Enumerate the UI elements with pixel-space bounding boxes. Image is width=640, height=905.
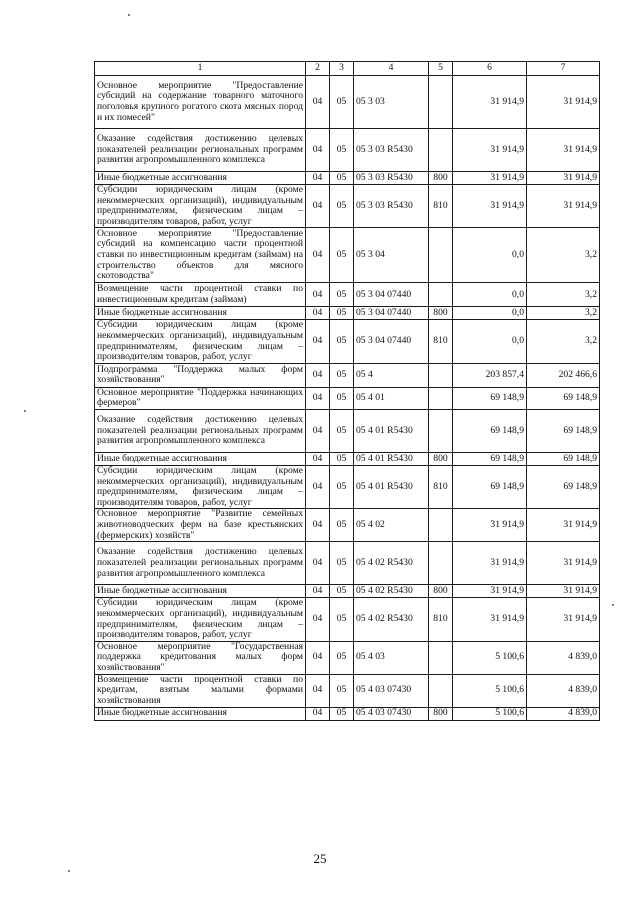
table-row — [95, 585, 600, 598]
expense-code-cell — [429, 76, 453, 129]
expense-code-cell: 800 — [429, 452, 453, 465]
expense-code-cell — [429, 542, 453, 585]
column-header: 1 — [95, 62, 306, 76]
section-cell: 04 — [306, 409, 330, 452]
amount-cell: 4 839,0 — [527, 707, 600, 720]
table-row — [95, 542, 600, 585]
amount-cell: 69 148,9 — [453, 409, 527, 452]
article-cell: 05 4 03 — [354, 641, 429, 674]
section-cell: 04 — [306, 76, 330, 129]
section-cell: 04 — [306, 283, 330, 307]
expense-code-cell: 810 — [429, 185, 453, 228]
subsection-cell: 05 — [330, 172, 354, 185]
subsection-cell: 05 — [330, 542, 354, 585]
section-cell: 04 — [306, 707, 330, 720]
expense-code-cell — [429, 409, 453, 452]
article-cell: 05 4 01 R5430 — [354, 409, 429, 452]
article-cell: 05 3 04 — [354, 228, 429, 283]
table-body — [95, 76, 600, 721]
amount-cell: 31 914,9 — [527, 76, 600, 129]
article-cell: 05 4 03 07430 — [354, 707, 429, 720]
column-header: 6 — [453, 62, 527, 76]
scan-speck — [128, 14, 130, 16]
amount-cell: 69 148,9 — [453, 465, 527, 508]
row-name-cell: Подпрограмма "Поддержка малых форм хозяйствования" — [95, 363, 306, 387]
subsection-cell: 05 — [330, 129, 354, 172]
table-row — [95, 641, 600, 674]
table-row — [95, 307, 600, 320]
amount-cell: 0,0 — [453, 320, 527, 363]
expense-code-cell — [429, 387, 453, 409]
table-row — [95, 387, 600, 409]
section-cell: 04 — [306, 172, 330, 185]
table-row — [95, 509, 600, 542]
row-name-cell: Субсидии юридическим лицам (кроме некоммерческих организаций), индивидуальным предпринимателям, физическим лицам – производителям товаров, работ, услуг — [95, 598, 306, 641]
article-cell: 05 4 01 R5430 — [354, 452, 429, 465]
amount-cell: 4 839,0 — [527, 674, 600, 707]
section-cell: 04 — [306, 320, 330, 363]
article-cell: 05 4 03 07430 — [354, 674, 429, 707]
page-number: 25 — [313, 851, 327, 866]
amount-cell: 5 100,6 — [453, 641, 527, 674]
amount-cell: 31 914,9 — [453, 76, 527, 129]
article-cell: 05 4 02 R5430 — [354, 542, 429, 585]
subsection-cell: 05 — [330, 598, 354, 641]
amount-cell: 69 148,9 — [527, 452, 600, 465]
row-name-cell: Возмещение части процентной ставки по инвестиционным кредитам (займам) — [95, 283, 306, 307]
section-cell: 04 — [306, 598, 330, 641]
amount-cell: 0,0 — [453, 307, 527, 320]
article-cell: 05 4 01 R5430 — [354, 465, 429, 508]
subsection-cell: 05 — [330, 641, 354, 674]
column-header: 2 — [306, 62, 330, 76]
amount-cell: 3,2 — [527, 320, 600, 363]
article-cell: 05 3 03 R5430 — [354, 185, 429, 228]
amount-cell: 31 914,9 — [453, 598, 527, 641]
header-row — [95, 62, 600, 76]
row-name-cell: Оказание содействия достижению целевых показателей реализации региональных программ развития агропромышленного комплекса — [95, 542, 306, 585]
amount-cell: 0,0 — [453, 283, 527, 307]
row-name-cell: Иные бюджетные ассигнования — [95, 707, 306, 720]
table-row — [95, 598, 600, 641]
subsection-cell: 05 — [330, 283, 354, 307]
expense-code-cell: 810 — [429, 598, 453, 641]
expense-code-cell — [429, 228, 453, 283]
expense-code-cell — [429, 283, 453, 307]
section-cell: 04 — [306, 509, 330, 542]
amount-cell: 31 914,9 — [527, 585, 600, 598]
scan-speck — [24, 410, 26, 412]
article-cell: 05 4 02 R5430 — [354, 598, 429, 641]
row-name-cell: Иные бюджетные ассигнования — [95, 452, 306, 465]
subsection-cell: 05 — [330, 363, 354, 387]
expense-code-cell: 800 — [429, 707, 453, 720]
subsection-cell: 05 — [330, 585, 354, 598]
subsection-cell: 05 — [330, 76, 354, 129]
amount-cell: 5 100,6 — [453, 707, 527, 720]
amount-cell: 31 914,9 — [527, 598, 600, 641]
subsection-cell: 05 — [330, 707, 354, 720]
table-row — [95, 452, 600, 465]
amount-cell: 202 466,6 — [527, 363, 600, 387]
amount-cell: 31 914,9 — [453, 172, 527, 185]
subsection-cell: 05 — [330, 185, 354, 228]
row-name-cell: Оказание содействия достижению целевых показателей реализации региональных программ развития агропромышленного комплекса — [95, 129, 306, 172]
column-header: 3 — [330, 62, 354, 76]
section-cell: 04 — [306, 307, 330, 320]
section-cell: 04 — [306, 228, 330, 283]
expense-code-cell: 800 — [429, 585, 453, 598]
column-header: 4 — [354, 62, 429, 76]
amount-cell: 31 914,9 — [527, 129, 600, 172]
amount-cell: 31 914,9 — [527, 509, 600, 542]
subsection-cell: 05 — [330, 409, 354, 452]
amount-cell: 31 914,9 — [453, 185, 527, 228]
amount-cell: 31 914,9 — [453, 585, 527, 598]
article-cell: 05 3 03 R5430 — [354, 172, 429, 185]
amount-cell: 69 148,9 — [527, 387, 600, 409]
article-cell: 05 3 03 R5430 — [354, 129, 429, 172]
table-row — [95, 465, 600, 508]
amount-cell: 31 914,9 — [527, 172, 600, 185]
section-cell: 04 — [306, 674, 330, 707]
table-row — [95, 674, 600, 707]
amount-cell: 69 148,9 — [527, 409, 600, 452]
table-row — [95, 172, 600, 185]
expense-code-cell: 810 — [429, 320, 453, 363]
amount-cell: 0,0 — [453, 228, 527, 283]
row-name-cell: Основное мероприятие "Предоставление субсидий на компенсацию части процентной ставки по инвестиционным кредитам (займам) на строительство объектов для мясного скотоводства" — [95, 228, 306, 283]
article-cell: 05 4 02 — [354, 509, 429, 542]
row-name-cell: Основное мероприятие "Государственная поддержка кредитования малых форм хозяйствования" — [95, 641, 306, 674]
section-cell: 04 — [306, 387, 330, 409]
table-row — [95, 320, 600, 363]
article-cell: 05 3 04 07440 — [354, 283, 429, 307]
row-name-cell: Основное мероприятие "Поддержка начинающих фермеров" — [95, 387, 306, 409]
row-name-cell: Иные бюджетные ассигнования — [95, 307, 306, 320]
table-row — [95, 283, 600, 307]
amount-cell: 69 148,9 — [453, 452, 527, 465]
expense-code-cell — [429, 674, 453, 707]
subsection-cell: 05 — [330, 387, 354, 409]
expense-code-cell — [429, 509, 453, 542]
expense-code-cell — [429, 363, 453, 387]
section-cell: 04 — [306, 585, 330, 598]
column-header: 5 — [429, 62, 453, 76]
row-name-cell: Основное мероприятие "Развитие семейных животноводческих ферм на базе крестьянских (фермерских) хозяйств" — [95, 509, 306, 542]
table-row — [95, 363, 600, 387]
subsection-cell: 05 — [330, 320, 354, 363]
section-cell: 04 — [306, 129, 330, 172]
expense-code-cell — [429, 641, 453, 674]
table-row — [95, 409, 600, 452]
subsection-cell: 05 — [330, 307, 354, 320]
article-cell: 05 3 03 — [354, 76, 429, 129]
budget-table — [94, 61, 600, 721]
row-name-cell: Иные бюджетные ассигнования — [95, 585, 306, 598]
subsection-cell: 05 — [330, 509, 354, 542]
amount-cell: 31 914,9 — [453, 509, 527, 542]
section-cell: 04 — [306, 363, 330, 387]
section-cell: 04 — [306, 542, 330, 585]
section-cell: 04 — [306, 185, 330, 228]
expense-code-cell: 810 — [429, 465, 453, 508]
amount-cell: 4 839,0 — [527, 641, 600, 674]
row-name-cell: Субсидии юридическим лицам (кроме некоммерческих организаций), индивидуальным предпринимателям, физическим лицам – производителям товаров, работ, услуг — [95, 465, 306, 508]
amount-cell: 31 914,9 — [527, 185, 600, 228]
table-row — [95, 707, 600, 720]
expense-code-cell: 800 — [429, 172, 453, 185]
section-cell: 04 — [306, 465, 330, 508]
subsection-cell: 05 — [330, 465, 354, 508]
subsection-cell: 05 — [330, 674, 354, 707]
amount-cell: 31 914,9 — [453, 129, 527, 172]
amount-cell: 3,2 — [527, 228, 600, 283]
article-cell: 05 3 04 07440 — [354, 307, 429, 320]
row-name-cell: Иные бюджетные ассигнования — [95, 172, 306, 185]
table-row — [95, 228, 600, 283]
amount-cell: 69 148,9 — [527, 465, 600, 508]
table-row — [95, 185, 600, 228]
table-row — [95, 76, 600, 129]
amount-cell: 69 148,9 — [453, 387, 527, 409]
row-name-cell: Субсидии юридическим лицам (кроме некоммерческих организаций), индивидуальным предпринимателям, физическим лицам – производителям товаров, работ, услуг — [95, 320, 306, 363]
amount-cell: 5 100,6 — [453, 674, 527, 707]
expense-code-cell — [429, 129, 453, 172]
column-header: 7 — [527, 62, 600, 76]
table-row — [95, 129, 600, 172]
amount-cell: 3,2 — [527, 283, 600, 307]
article-cell: 05 4 02 R5430 — [354, 585, 429, 598]
amount-cell: 203 857,4 — [453, 363, 527, 387]
subsection-cell: 05 — [330, 228, 354, 283]
scan-speck — [68, 870, 70, 872]
amount-cell: 31 914,9 — [453, 542, 527, 585]
expense-code-cell: 800 — [429, 307, 453, 320]
scan-speck — [612, 604, 614, 606]
section-cell: 04 — [306, 452, 330, 465]
row-name-cell: Возмещение части процентной ставки по кредитам, взятым малыми формами хозяйствования — [95, 674, 306, 707]
row-name-cell: Оказание содействия достижению целевых показателей реализации региональных программ развития агропромышленного комплекса — [95, 409, 306, 452]
article-cell: 05 4 — [354, 363, 429, 387]
row-name-cell: Основное мероприятие "Предоставление субсидий на содержание товарного маточного поголовья крупного рогатого скота мясных пород и их помесей" — [95, 76, 306, 129]
article-cell: 05 3 04 07440 — [354, 320, 429, 363]
article-cell: 05 4 01 — [354, 387, 429, 409]
amount-cell: 3,2 — [527, 307, 600, 320]
row-name-cell: Субсидии юридическим лицам (кроме некоммерческих организаций), индивидуальным предпринимателям, физическим лицам – производителям товаров, работ, услуг — [95, 185, 306, 228]
subsection-cell: 05 — [330, 452, 354, 465]
amount-cell: 31 914,9 — [527, 542, 600, 585]
section-cell: 04 — [306, 641, 330, 674]
